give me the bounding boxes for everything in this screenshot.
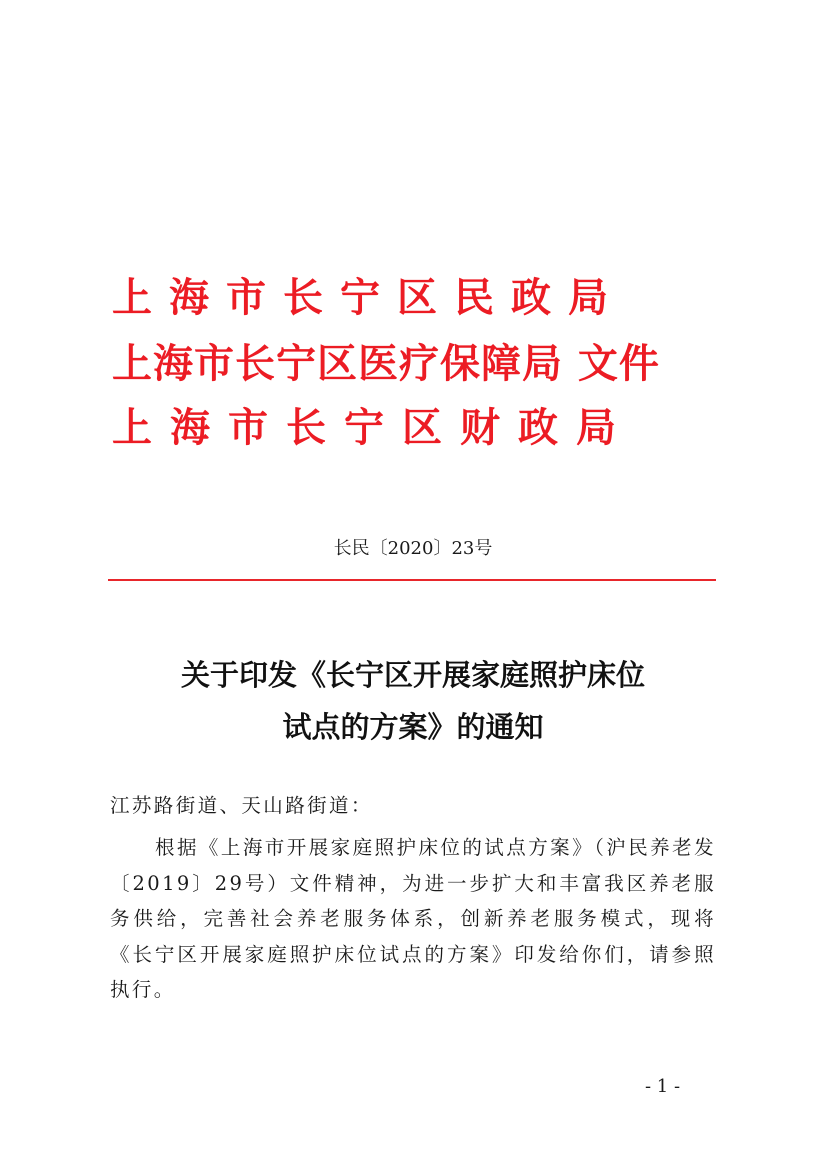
document-title-line-1: 关于印发《长宁区开展家庭照护床位	[180, 658, 645, 692]
document-title-line-2: 试点的方案》的通知	[282, 710, 544, 744]
issuer-medical-security-bureau: 上海市长宁区医疗保障局 文件	[112, 341, 660, 387]
issuer-civil-affairs-bureau: 上海市长宁区民政局	[112, 275, 625, 321]
page-number: - 1 -	[645, 1076, 681, 1097]
document-number: 长民〔2020〕23号	[333, 538, 493, 559]
issuer-finance-bureau: 上海市长宁区财政局	[112, 405, 634, 451]
addressee: 江苏路街道、天山路街道：	[110, 794, 373, 817]
body-paragraph: 根据《上海市开展家庭照护床位的试点方案》（沪民养老发〔2019〕29号）文件精神，为进一步扩大和丰富我区养老服务供给，完善社会养老服务体系，创新养老服务模式，现将《长宁区开展家庭照护床位试点的方案》印发给你们，请参照执行。	[110, 836, 716, 1001]
red-divider-line	[108, 579, 716, 581]
